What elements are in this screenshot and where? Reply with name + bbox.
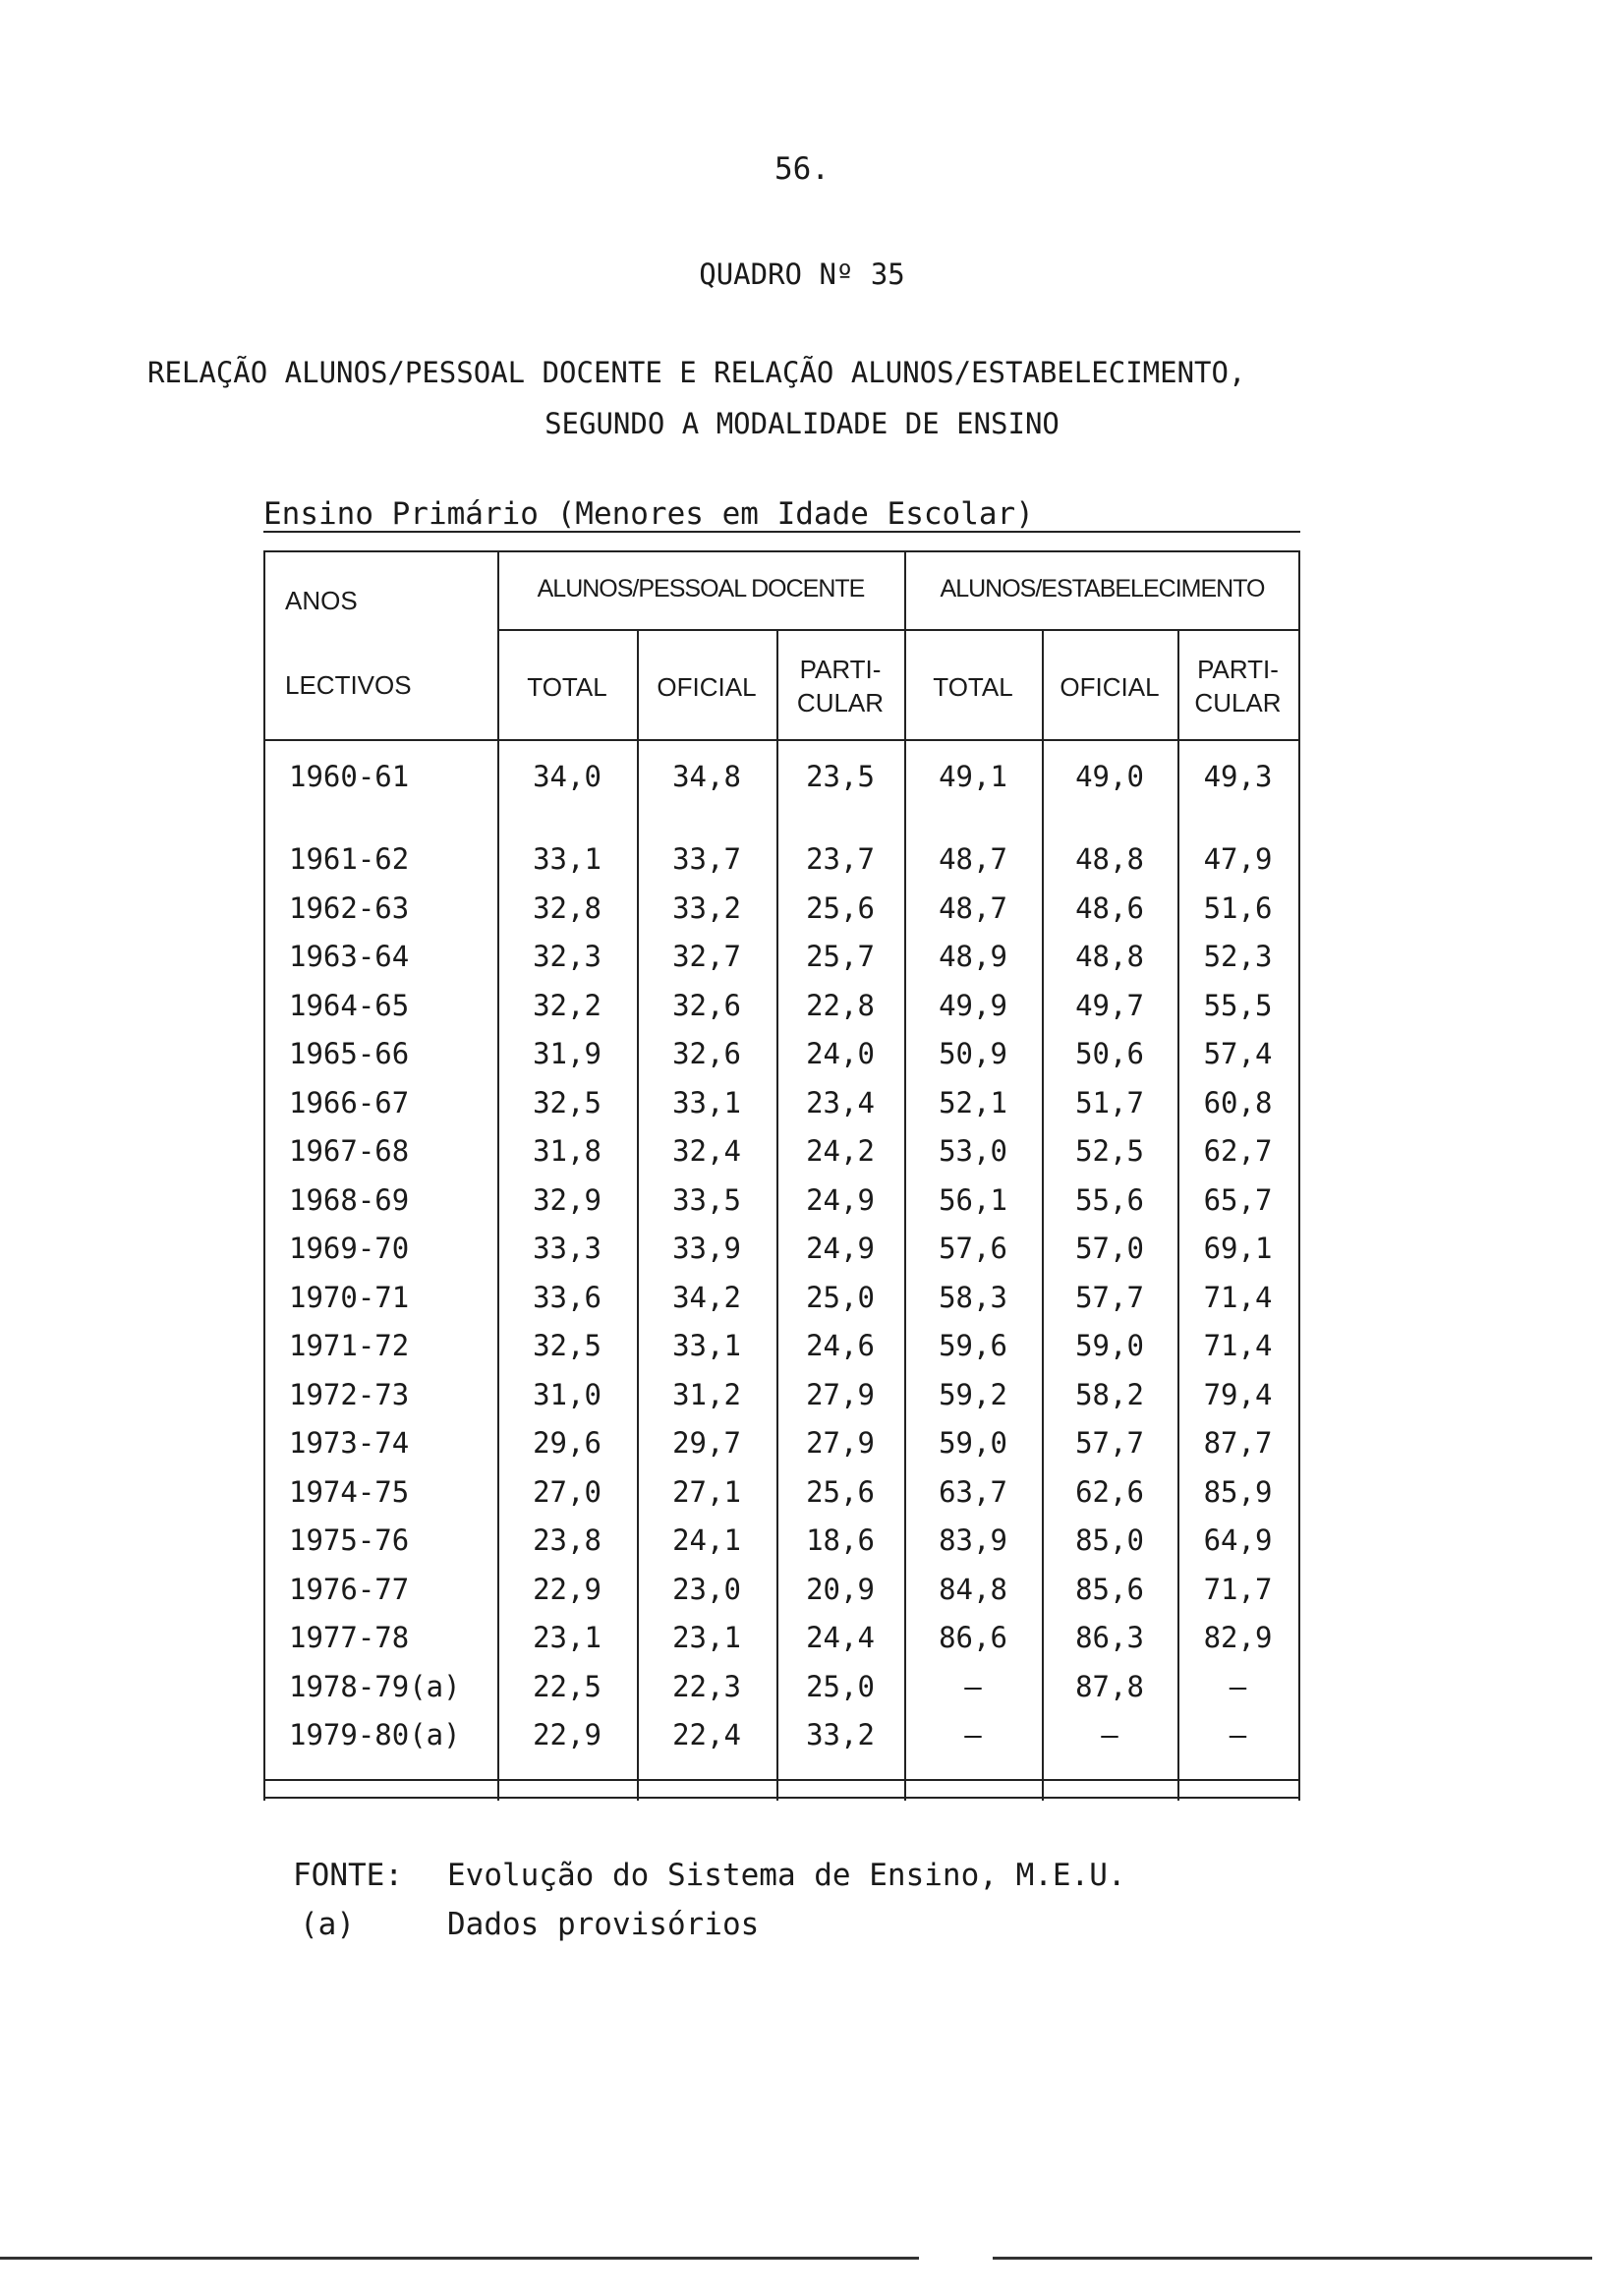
source-label: FONTE: (293, 1858, 403, 1893)
value-cell: 31,2 (672, 1377, 741, 1411)
year-cell: 1976-77 (289, 1572, 410, 1606)
table-border-left (263, 550, 265, 1801)
header-oficial-1: OFICIAL (657, 672, 757, 702)
value-cell: 34,8 (672, 760, 741, 793)
source-text: Evolução do Sistema de Ensino, M.E.U. (447, 1858, 1126, 1893)
year-cell: 1974-75 (289, 1474, 410, 1509)
value-cell: 71,7 (1203, 1572, 1273, 1606)
year-cell: 1968-69 (289, 1182, 410, 1217)
value-cell: 22,3 (672, 1669, 741, 1703)
table-bottom-rule (263, 1779, 1300, 1781)
value-cell: 25,6 (806, 890, 875, 925)
note-label: (a) (300, 1907, 355, 1942)
value-cell: 22,9 (533, 1718, 602, 1751)
value-cell: 32,3 (533, 940, 602, 973)
value-cell: 49,3 (1203, 760, 1273, 793)
value-cell: — (1229, 1718, 1247, 1751)
year-cell: 1977-78 (289, 1621, 410, 1654)
year-cell: 1966-67 (289, 1085, 410, 1119)
table-row (263, 1324, 1300, 1367)
value-cell: 18,6 (806, 1523, 875, 1557)
value-cell: 33,6 (533, 1280, 602, 1314)
value-cell: 57,0 (1075, 1232, 1144, 1265)
year-cell: 1963-64 (289, 940, 410, 973)
year-cell: 1975-76 (289, 1523, 410, 1557)
value-cell: 59,6 (939, 1329, 1007, 1362)
value-cell: 47,9 (1203, 842, 1273, 876)
table-row (263, 755, 1300, 798)
value-cell: 33,1 (533, 842, 602, 876)
data-table (263, 546, 1300, 1801)
value-cell: 86,6 (939, 1621, 1007, 1654)
table-border-bottom (263, 1797, 1300, 1799)
note-text: Dados provisórios (447, 1907, 760, 1942)
value-cell: 33,3 (533, 1232, 602, 1265)
header-particular-2b: CULAR (1194, 688, 1282, 718)
value-cell: 24,9 (806, 1182, 875, 1217)
year-cell: 1971-72 (289, 1329, 410, 1362)
page-footer-rule (993, 2257, 1592, 2260)
value-cell: 25,0 (806, 1669, 875, 1703)
header-lectivos: LECTIVOS (285, 670, 412, 700)
value-cell: 87,8 (1075, 1669, 1144, 1703)
table-row (263, 1227, 1300, 1270)
value-cell: 32,5 (533, 1329, 602, 1362)
value-cell: 33,1 (672, 1329, 741, 1362)
value-cell: 29,6 (533, 1426, 602, 1460)
value-cell: 53,0 (939, 1134, 1007, 1168)
header-particular-1b: CULAR (796, 688, 885, 718)
table-row (263, 1373, 1300, 1416)
value-cell: 32,8 (533, 890, 602, 925)
value-cell: 33,9 (672, 1232, 741, 1265)
value-cell: 24,9 (806, 1232, 875, 1265)
year-cell: 1967-68 (289, 1134, 410, 1168)
header-total-1: TOTAL (527, 672, 607, 702)
value-cell: 87,7 (1203, 1426, 1273, 1460)
value-cell: 49,9 (939, 988, 1007, 1022)
header-total-2: TOTAL (933, 672, 1013, 702)
value-cell: 23,1 (533, 1621, 602, 1654)
year-cell: 1960-61 (289, 760, 410, 793)
value-cell: 23,5 (806, 760, 875, 793)
value-cell: 51,6 (1203, 890, 1273, 925)
value-cell: — (964, 1718, 982, 1751)
year-cell: 1969-70 (289, 1232, 410, 1265)
year-cell: 1972-73 (289, 1377, 410, 1411)
value-cell: 57,6 (939, 1232, 1007, 1265)
value-cell: 52,1 (939, 1085, 1007, 1119)
year-cell: 1965-66 (289, 1037, 410, 1070)
value-cell: 50,6 (1075, 1037, 1144, 1070)
value-cell: 24,6 (806, 1329, 875, 1362)
value-cell: 33,1 (672, 1085, 741, 1119)
value-cell: 22,9 (533, 1572, 602, 1606)
value-cell: 49,1 (939, 760, 1007, 793)
value-cell: 33,2 (672, 890, 741, 925)
value-cell: 49,0 (1075, 760, 1144, 793)
table-row (263, 1276, 1300, 1319)
value-cell: 23,0 (672, 1572, 741, 1606)
value-cell: 59,0 (1075, 1329, 1144, 1362)
value-cell: 63,7 (939, 1474, 1007, 1509)
value-cell: 48,7 (939, 890, 1007, 925)
column-divider (497, 550, 499, 1801)
table-row (263, 1129, 1300, 1173)
value-cell: 22,4 (672, 1718, 741, 1751)
value-cell: 48,6 (1075, 890, 1144, 925)
value-cell: 59,2 (939, 1377, 1007, 1411)
value-cell: 57,7 (1075, 1280, 1144, 1314)
value-cell: 48,7 (939, 842, 1007, 876)
value-cell: 65,7 (1203, 1182, 1273, 1217)
header-particular-1a: PARTI- (799, 655, 882, 684)
value-cell: 23,8 (533, 1523, 602, 1557)
value-cell: 62,7 (1203, 1134, 1273, 1168)
group-header-rule (497, 629, 1300, 631)
value-cell: — (1101, 1718, 1118, 1751)
value-cell: 32,2 (533, 988, 602, 1022)
column-divider (904, 550, 906, 1801)
value-cell: 31,8 (533, 1134, 602, 1168)
year-cell: 1961-62 (289, 842, 410, 876)
value-cell: 57,7 (1075, 1426, 1144, 1460)
year-cell: 1973-74 (289, 1426, 410, 1460)
value-cell: 27,9 (806, 1377, 875, 1411)
value-cell: 22,5 (533, 1669, 602, 1703)
value-cell: — (1229, 1669, 1247, 1703)
value-cell: 25,6 (806, 1474, 875, 1509)
value-cell: 50,9 (939, 1037, 1007, 1070)
value-cell: 23,4 (806, 1085, 875, 1119)
table-row (263, 935, 1300, 978)
table-row (263, 1421, 1300, 1464)
table-row (263, 1616, 1300, 1659)
value-cell: 25,7 (806, 940, 875, 973)
value-cell: 32,4 (672, 1134, 741, 1168)
value-cell: 51,7 (1075, 1085, 1144, 1119)
value-cell: 62,6 (1075, 1474, 1144, 1509)
value-cell: 83,9 (939, 1523, 1007, 1557)
title-line-1: RELAÇÃO ALUNOS/PESSOAL DOCENTE E RELAÇÃO ALUNOS/ESTABELECIMENTO, (147, 356, 1246, 389)
value-cell: 23,1 (672, 1621, 741, 1654)
value-cell: 56,1 (939, 1182, 1007, 1217)
value-cell: 60,8 (1203, 1085, 1273, 1119)
header-oficial-2: OFICIAL (1060, 672, 1160, 702)
value-cell: 85,9 (1203, 1474, 1273, 1509)
value-cell: 24,0 (806, 1037, 875, 1070)
value-cell: 24,4 (806, 1621, 875, 1654)
subtitle-rule (263, 531, 1300, 533)
table-row (263, 1519, 1300, 1562)
value-cell: 71,4 (1203, 1280, 1273, 1314)
value-cell: 48,8 (1075, 842, 1144, 876)
header-group-alunos-estabelecimento: ALUNOS/ESTABELECIMENTO (940, 575, 1265, 603)
table-row (263, 837, 1300, 881)
value-cell: 31,9 (533, 1037, 602, 1070)
value-cell: 31,0 (533, 1377, 602, 1411)
value-cell: 52,5 (1075, 1134, 1144, 1168)
value-cell: 25,0 (806, 1280, 875, 1314)
page-number: 56. (774, 151, 830, 187)
value-cell: 33,7 (672, 842, 741, 876)
value-cell: 32,6 (672, 1037, 741, 1070)
year-cell: 1978-79(a) (289, 1669, 461, 1703)
value-cell: 48,8 (1075, 940, 1144, 973)
value-cell: 85,6 (1075, 1572, 1144, 1606)
value-cell: 32,5 (533, 1085, 602, 1119)
value-cell: 32,7 (672, 940, 741, 973)
table-row (263, 984, 1300, 1027)
year-cell: 1964-65 (289, 988, 410, 1022)
year-cell: 1970-71 (289, 1280, 410, 1314)
value-cell: 27,9 (806, 1426, 875, 1460)
table-row (263, 1665, 1300, 1708)
table-subtitle: Ensino Primário (Menores em Idade Escolar) (263, 496, 1034, 532)
value-cell: 55,5 (1203, 988, 1273, 1022)
value-cell: 49,7 (1075, 988, 1144, 1022)
table-row (263, 1032, 1300, 1075)
value-cell: 29,7 (672, 1426, 741, 1460)
value-cell: 22,8 (806, 988, 875, 1022)
value-cell: 58,2 (1075, 1377, 1144, 1411)
value-cell: 71,4 (1203, 1329, 1273, 1362)
value-cell: 48,9 (939, 940, 1007, 973)
value-cell: 64,9 (1203, 1523, 1273, 1557)
header-particular-2a: PARTI- (1197, 655, 1279, 684)
table-row (263, 1081, 1300, 1124)
table-row (263, 1568, 1300, 1611)
value-cell: 34,2 (672, 1280, 741, 1314)
value-cell: 27,0 (533, 1474, 602, 1509)
value-cell: 59,0 (939, 1426, 1007, 1460)
value-cell: 23,7 (806, 842, 875, 876)
value-cell: — (964, 1669, 982, 1703)
table-row (263, 1470, 1300, 1514)
value-cell: 34,0 (533, 760, 602, 793)
value-cell: 24,2 (806, 1134, 875, 1168)
title-line-2: SEGUNDO A MODALIDADE DE ENSINO (544, 407, 1060, 440)
year-cell: 1962-63 (289, 890, 410, 925)
value-cell: 69,1 (1203, 1232, 1273, 1265)
value-cell: 27,1 (672, 1474, 741, 1509)
value-cell: 84,8 (939, 1572, 1007, 1606)
value-cell: 57,4 (1203, 1037, 1273, 1070)
header-anos: ANOS (285, 586, 358, 615)
value-cell: 58,3 (939, 1280, 1007, 1314)
table-row (263, 887, 1300, 930)
value-cell: 33,5 (672, 1182, 741, 1217)
value-cell: 55,6 (1075, 1182, 1144, 1217)
value-cell: 24,1 (672, 1523, 741, 1557)
value-cell: 79,4 (1203, 1377, 1273, 1411)
table-border-top (263, 550, 1300, 552)
value-cell: 86,3 (1075, 1621, 1144, 1654)
table-row (263, 1713, 1300, 1756)
value-cell: 85,0 (1075, 1523, 1144, 1557)
page-footer-rule (0, 2257, 919, 2260)
table-row (263, 1178, 1300, 1222)
value-cell: 82,9 (1203, 1621, 1273, 1654)
table-number: QUADRO Nº 35 (699, 258, 905, 291)
value-cell: 32,6 (672, 988, 741, 1022)
value-cell: 32,9 (533, 1182, 602, 1217)
value-cell: 33,2 (806, 1718, 875, 1751)
year-cell: 1979-80(a) (289, 1718, 461, 1751)
header-group-alunos-pessoal-docente: ALUNOS/PESSOAL DOCENTE (537, 575, 865, 603)
value-cell: 20,9 (806, 1572, 875, 1606)
value-cell: 52,3 (1203, 940, 1273, 973)
table-border-right (1298, 550, 1300, 1801)
header-bottom-rule (263, 739, 1300, 741)
